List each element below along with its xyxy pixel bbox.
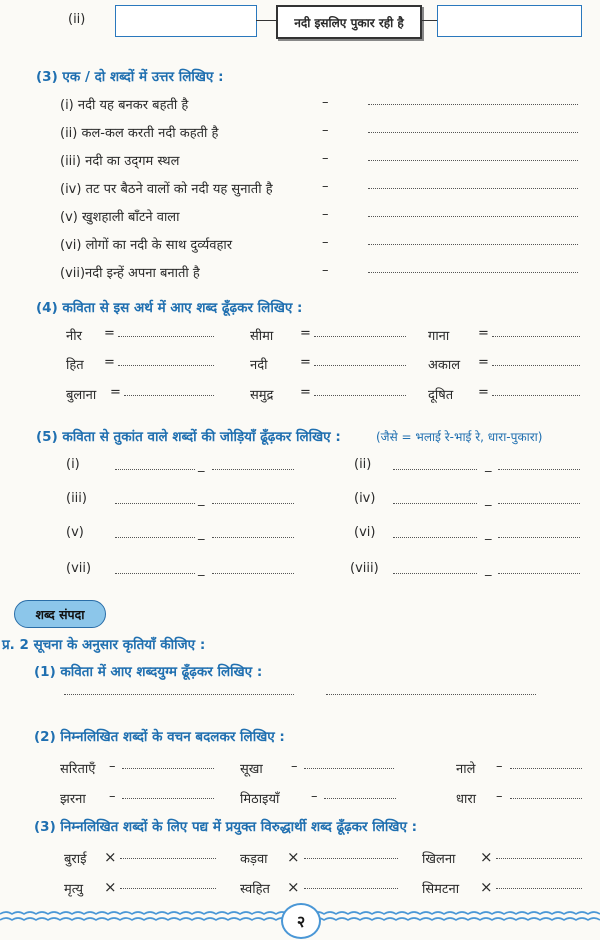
q3-dash: – <box>322 263 329 278</box>
answer-box-left[interactable] <box>115 5 257 37</box>
q4-equals: = <box>104 355 115 370</box>
q5-answer-line[interactable] <box>212 503 294 504</box>
q3-answer-line[interactable] <box>368 132 578 133</box>
p3-cross: × <box>104 878 117 896</box>
p2-answer-line[interactable] <box>510 798 582 799</box>
q5-pair-number: (v) <box>66 525 84 540</box>
page-number-badge <box>281 903 321 939</box>
center-label-box <box>276 5 422 39</box>
q4-heading: (4) कविता से इस अर्थ में आए शब्द ढूँढ़कर लिखिए : <box>36 300 303 316</box>
q4-equals: = <box>300 355 311 370</box>
q5-dash: _ <box>485 526 492 541</box>
q5-answer-line[interactable] <box>393 537 477 538</box>
q5-answer-line[interactable] <box>498 503 580 504</box>
center-label: नदी इसलिए पुकार रही है <box>294 15 404 30</box>
p3-word: खिलना <box>422 852 456 867</box>
q4-equals: = <box>300 385 311 400</box>
q3-item: (iv) तट पर बैठने वालों को नदी यह सुनाती है <box>60 182 273 197</box>
p3-word: कड़वा <box>240 852 268 867</box>
q3-dash: – <box>322 95 329 110</box>
q4-answer-line[interactable] <box>118 365 214 366</box>
p3-cross: × <box>480 848 493 866</box>
q3-answer-line[interactable] <box>368 272 578 273</box>
q4-word: सीमा <box>250 329 274 344</box>
q5-answer-line[interactable] <box>115 503 195 504</box>
q5-pair-number: (vii) <box>66 561 92 576</box>
q5-pair-number: (iv) <box>354 491 376 506</box>
p2-answer-line[interactable] <box>122 798 214 799</box>
q4-answer-line[interactable] <box>124 395 214 396</box>
p2-word: मिठाइयाँ <box>240 792 280 807</box>
section-pill-label: शब्द संपदा <box>35 606 85 622</box>
q4-answer-line[interactable] <box>314 365 406 366</box>
p2-word: सूखा <box>240 762 263 777</box>
q5-answer-line[interactable] <box>115 469 195 470</box>
q5-answer-line[interactable] <box>212 469 294 470</box>
q3-dash: – <box>322 207 329 222</box>
q5-dash: _ <box>198 562 205 577</box>
q5-answer-line[interactable] <box>498 537 580 538</box>
p2-word: झरना <box>60 792 86 807</box>
q3-item: (iii) नदी का उद्‌गम स्थल <box>60 154 180 169</box>
q4-word: नीर <box>66 329 82 344</box>
q5-pair-number: (i) <box>66 457 80 472</box>
q4-word: गाना <box>428 329 450 344</box>
q5-answer-line[interactable] <box>115 573 195 574</box>
p2-dash: – <box>109 759 116 774</box>
q3-item: (vi) लोगों का नदी के साथ दुर्व्यवहार <box>60 238 233 253</box>
q3-dash: – <box>322 235 329 250</box>
q3-item: (ii) कल-कल करती नदी कहती है <box>60 126 219 141</box>
p2-dash: – <box>496 789 503 804</box>
q4-word: बुलाना <box>66 388 97 403</box>
p3-word: बुराई <box>64 852 87 867</box>
q3-dash: – <box>322 151 329 166</box>
p2-word: सरिताएँ <box>60 762 96 777</box>
q5-dash: _ <box>485 458 492 473</box>
connector-line-left <box>256 20 276 21</box>
q5-example: (जैसे = भलाई रे-भाई रे, धारा-पुकारा) <box>376 430 543 444</box>
q4-word: दूषित <box>428 388 454 403</box>
q4-answer-line[interactable] <box>314 336 406 337</box>
q5-dash: _ <box>485 492 492 507</box>
q4-answer-line[interactable] <box>314 395 406 396</box>
q5-answer-line[interactable] <box>498 573 580 574</box>
q3-item: (vii)नदी इन्हें अपना बनाती है <box>60 266 200 281</box>
page-number: २ <box>296 912 306 931</box>
q5-dash: _ <box>485 562 492 577</box>
q4-equals: = <box>478 326 489 341</box>
p3-cross: × <box>104 848 117 866</box>
q4-equals: = <box>104 326 115 341</box>
p2-answer-line[interactable] <box>122 768 214 769</box>
p3-answer-line[interactable] <box>120 888 216 889</box>
p2-answer-line[interactable] <box>510 768 582 769</box>
q3-answer-line[interactable] <box>368 104 578 105</box>
q4-word: अकाल <box>428 358 461 373</box>
q5-dash: _ <box>198 458 205 473</box>
top-item-number: (ii) <box>68 12 86 27</box>
p2-word: नाले <box>456 762 476 777</box>
p3-answer-line[interactable] <box>304 858 398 859</box>
q5-pair-number: (ii) <box>354 457 372 472</box>
p2-dash: – <box>496 759 503 774</box>
p2-dash: – <box>109 789 116 804</box>
q3-answer-line[interactable] <box>368 216 578 217</box>
q5-answer-line[interactable] <box>212 537 294 538</box>
q3-heading: (3) एक / दो शब्दों में उत्तर लिखिए : <box>36 69 224 85</box>
section-pill <box>14 600 106 628</box>
p3-cross: × <box>287 848 300 866</box>
p3-cross: × <box>480 878 493 896</box>
p3-answer-line[interactable] <box>496 858 582 859</box>
q4-answer-line[interactable] <box>492 365 580 366</box>
p1-answer-line[interactable] <box>326 694 536 695</box>
q3-answer-line[interactable] <box>368 244 578 245</box>
q3-answer-line[interactable] <box>368 188 578 189</box>
q5-answer-line[interactable] <box>393 503 477 504</box>
p3-heading: (3) निम्नलिखित शब्दों के लिए पद्य में प्रयुक्त विरुद्धार्थी शब्द ढूँढ़कर लिखिए : <box>34 819 418 835</box>
p2-answer-line[interactable] <box>304 768 394 769</box>
q4-answer-line[interactable] <box>118 336 214 337</box>
p1-heading: (1) कविता में आए शब्दयुग्म ढूँढ़कर लिखिए : <box>34 664 263 680</box>
p3-word: मृत्यु <box>64 882 84 897</box>
q3-item: (v) खुशहाली बाँटने वाला <box>60 210 180 225</box>
q5-dash: _ <box>198 492 205 507</box>
q4-word: हित <box>66 358 84 373</box>
q4-equals: = <box>478 355 489 370</box>
q4-word: नदी <box>250 358 268 373</box>
q3-dash: – <box>322 179 329 194</box>
p2-heading: (2) निम्नलिखित शब्दों के वचन बदलकर लिखिए : <box>34 729 285 745</box>
q5-answer-line[interactable] <box>498 469 580 470</box>
q5-answer-line[interactable] <box>393 469 477 470</box>
q3-answer-line[interactable] <box>368 160 578 161</box>
q3-dash: – <box>322 123 329 138</box>
q5-pair-number: (viii) <box>350 561 379 576</box>
q5-answer-line[interactable] <box>115 537 195 538</box>
q4-equals: = <box>300 326 311 341</box>
p3-word: सिमटना <box>422 882 460 897</box>
answer-box-right[interactable] <box>437 5 582 37</box>
section-title: प्र. 2 सूचना के अनुसार कृतियाँ कीजिए : <box>2 637 206 653</box>
q4-answer-line[interactable] <box>492 336 580 337</box>
q4-equals: = <box>478 385 489 400</box>
p1-answer-line[interactable] <box>64 694 294 695</box>
p3-answer-line[interactable] <box>120 858 216 859</box>
p3-answer-line[interactable] <box>304 888 398 889</box>
q3-item: (i) नदी यह बनकर बहती है <box>60 98 189 113</box>
p2-dash: – <box>291 759 298 774</box>
q5-answer-line[interactable] <box>212 573 294 574</box>
q5-pair-number: (iii) <box>66 491 87 506</box>
q4-equals: = <box>110 385 121 400</box>
q4-word: समुद्र <box>250 388 274 403</box>
p3-word: स्वहित <box>240 882 270 897</box>
p3-answer-line[interactable] <box>496 888 582 889</box>
q5-dash: _ <box>198 526 205 541</box>
p3-cross: × <box>287 878 300 896</box>
p2-word: धारा <box>456 792 477 807</box>
q5-pair-number: (vi) <box>354 525 376 540</box>
q5-heading: (5) कविता से तुकांत वाले शब्दों की जोड़ियाँ ढूँढ़कर लिखिए : <box>36 429 341 445</box>
q5-answer-line[interactable] <box>393 573 477 574</box>
q4-answer-line[interactable] <box>492 395 580 396</box>
p2-answer-line[interactable] <box>324 798 396 799</box>
connector-line-right <box>420 20 437 21</box>
p2-dash: – <box>311 789 318 804</box>
